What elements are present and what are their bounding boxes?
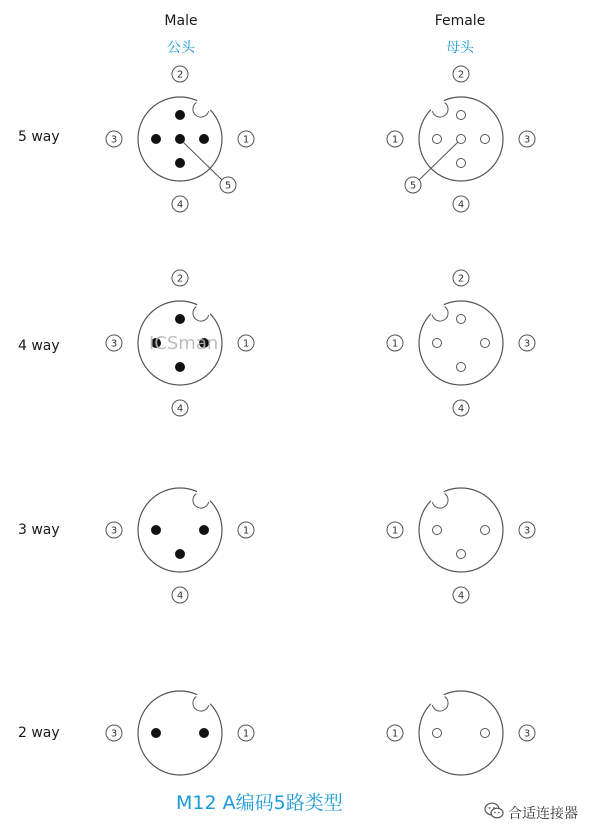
pin-number-text: 1 [391,525,399,537]
row-label-4-way: 4 way [18,338,60,354]
female-pin-4 [457,159,466,168]
male-pin-3 [151,134,161,144]
male-header: Male [164,13,198,29]
pin-number-text: 3 [523,525,531,537]
female-pin-number-4 [453,196,469,212]
pin-number-text: 1 [242,134,250,146]
female-pin-number-1 [387,131,403,147]
pin-number-text: 1 [391,728,399,740]
male-pin-number-1 [238,725,254,741]
female-pin-number-2 [453,270,469,286]
female-pin-number-4 [453,400,469,416]
female-pin-3 [481,729,490,738]
female-header: Female [434,13,486,29]
male-pin-number-4 [172,196,188,212]
female-pin-4 [457,550,466,559]
male-pin-1 [199,134,209,144]
pin-number-text: 3 [110,525,118,537]
pin-number-text: 4 [457,590,465,602]
male-pin-4 [175,158,185,168]
female-pin-number-1 [387,522,403,538]
male-pin-4 [175,549,185,559]
pin-number-text: 3 [110,134,118,146]
pin-number-text: 4 [457,199,465,211]
pin-number-text: 1 [242,525,250,537]
male-pin-2 [175,110,185,120]
male-pin-number-1 [238,131,254,147]
male-pin-number-3 [106,725,122,741]
female-pin-3 [481,526,490,535]
female-pin-2 [457,315,466,324]
female-pin-number-1 [387,335,403,351]
female-pin-4 [457,363,466,372]
pin-number-text: 4 [176,403,184,415]
pin-number-text: 4 [176,199,184,211]
male-pin-number-3 [106,131,122,147]
male-pin-number-1 [238,335,254,351]
female-pin-number-5 [405,177,421,193]
pin-number-text: 3 [523,728,531,740]
brand-name: 合适连接器 [508,806,578,822]
female-pin-1 [433,135,442,144]
male-pin-1 [199,728,209,738]
male-connector-2-way [106,691,254,775]
female-pin-number-1 [387,725,403,741]
female-connector-4-way [387,270,535,416]
female-pin-3 [481,135,490,144]
male-connector-3-way [106,488,254,603]
female-pin-number-3 [519,335,535,351]
female-header-cn: 母头 [446,40,474,56]
pin-number-text: 2 [176,273,184,285]
male-pin-number-3 [106,335,122,351]
caption: M12 A编码5路类型 [176,792,343,814]
male-pin-number-4 [172,587,188,603]
female-pin-number-3 [519,522,535,538]
male-pin-number-5 [220,177,236,193]
pin-number-text: 3 [523,134,531,146]
female-pin-number-3 [519,131,535,147]
pin-number-text: 1 [242,728,250,740]
pin-number-text: 4 [176,590,184,602]
female-pin-number-4 [453,587,469,603]
male-pin-1 [199,525,209,535]
pin-number-text: 3 [110,338,118,350]
male-pin-number-2 [172,270,188,286]
male-pin-number-1 [238,522,254,538]
pin-number-text: 1 [391,134,399,146]
female-connector-5-way [387,66,535,212]
female-pin-2 [457,111,466,120]
pin-number-text: 5 [409,180,417,192]
pin-number-text: 2 [176,69,184,81]
male-pin-3 [151,728,161,738]
pin-number-text: 1 [242,338,250,350]
male-header-cn: 公头 [167,40,195,56]
female-pin-1 [433,339,442,348]
pin-number-text: 5 [224,180,232,192]
male-pin-2 [175,314,185,324]
male-pin-4 [175,362,185,372]
male-pin-number-3 [106,522,122,538]
male-pin-3 [151,525,161,535]
female-pin-number-2 [453,66,469,82]
female-pin-1 [433,526,442,535]
pin-number-text: 1 [391,338,399,350]
male-pin-number-2 [172,66,188,82]
female-pin-1 [433,729,442,738]
female-pin-number-3 [519,725,535,741]
watermark: ICSman [149,333,219,354]
pin-number-text: 3 [110,728,118,740]
row-label-5-way: 5 way [18,129,60,145]
pin-number-text: 3 [523,338,531,350]
female-connector-2-way [387,691,535,775]
pin-number-text: 2 [457,273,465,285]
female-pin-3 [481,339,490,348]
pin-number-text: 2 [457,69,465,81]
male-pin-number-4 [172,400,188,416]
row-label-3-way: 3 way [18,522,60,538]
pin-number-text: 4 [457,403,465,415]
male-connector-5-way [106,66,254,212]
row-label-2-way: 2 way [18,725,60,741]
wechat-icon [484,802,504,820]
female-connector-3-way [387,488,535,603]
